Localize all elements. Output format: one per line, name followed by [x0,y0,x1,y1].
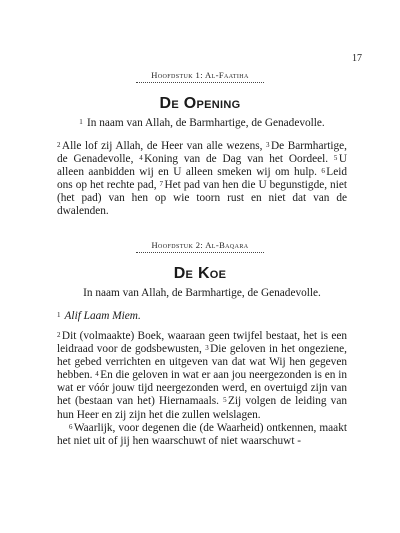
verse-number: 1 [79,118,85,126]
verse-number: 4 [95,370,101,379]
verse-number: 2 [57,141,62,149]
verse-text: Die geloven in het ongeziene, het gebed verrichten en uitgeven van dat wat Wij hen gegeven hebben. [57,343,347,382]
verse-number: 5 [223,396,229,405]
verse-number: 6 [69,422,74,431]
verse-text: Alle lof zij Allah, de Heer van alle wezens, [61,140,267,152]
verse-text: Alif Laam Miem. [64,310,141,322]
chapter-1-body [57,140,347,219]
verse-text: De Barmhartige, de Genadevolle, [57,140,347,166]
chapter-2-verse-1 [57,310,347,323]
verse-number: 7 [159,180,165,189]
chapter-1-paragraph [57,140,347,219]
verse-number: 2 [57,331,62,339]
verse-text: Koning van de Dag van het Oordeel. [144,153,334,166]
verse-text: Waarlijk, voor degenen die (de Waarheid) ontkennen, maakt het niet uit of jij hen waarschuwt of niet waarschuwt - [57,421,347,447]
chapter-1-bismillah [57,117,347,130]
chapter-2-header-text: Hoofdstuk 2: Al-Baqara [151,240,249,250]
chapter-2-title: De Koe [173,265,227,282]
page-number: 17 [352,53,362,64]
chapter-2-paragraph [57,422,347,448]
verse-text: Het pad van hen die U begunstigde, niet (het pad) van hen op wie toorn rust en niet dat van de dwalenden. [57,179,347,218]
verse-number: 1 [57,311,62,319]
verse-text: Leid ons op het rechte pad, [57,166,347,192]
chapter-1-header [0,70,400,83]
verse-number: 6 [321,167,327,176]
verse-text: U alleen aanbidden wij en U alleen smeken wij om hulp. [57,153,347,179]
chapter-1-header-text: Hoofdstuk 1: Al-Faatiha [151,70,249,80]
verse-text: Dit (volmaakte) Boek, waaraan geen twijfel bestaat, het is een leidraad voor de godsbewusten, [57,330,347,356]
chapter-1-divider [136,82,264,83]
chapter-2-bismillah: In naam van Allah, de Barmhartige, de Genadevolle. [83,287,321,299]
verse-number: 5 [333,154,339,163]
verse-text: In naam van Allah, de Barmhartige, de Genadevolle. [86,117,325,129]
verse-text: En die geloven in wat er aan jou neergezonden is en in wat er vóór jouw tijd neergezonden werd, en overtuigd zijn van het (bestaan van het) Hiernamaals. [57,369,347,408]
chapter-2-body [57,330,347,448]
verse-number: 3 [205,344,211,353]
verse-number: 4 [139,154,145,163]
chapter-1-title: De Opening [159,95,241,112]
chapter-2-paragraph [57,330,347,422]
chapter-2-divider [136,252,264,253]
chapter-2-header [0,240,400,253]
verse-number: 3 [266,141,271,149]
verse-text: Zij volgen de leiding van hun Heer en zij zijn het die zullen welslagen. [57,395,347,421]
